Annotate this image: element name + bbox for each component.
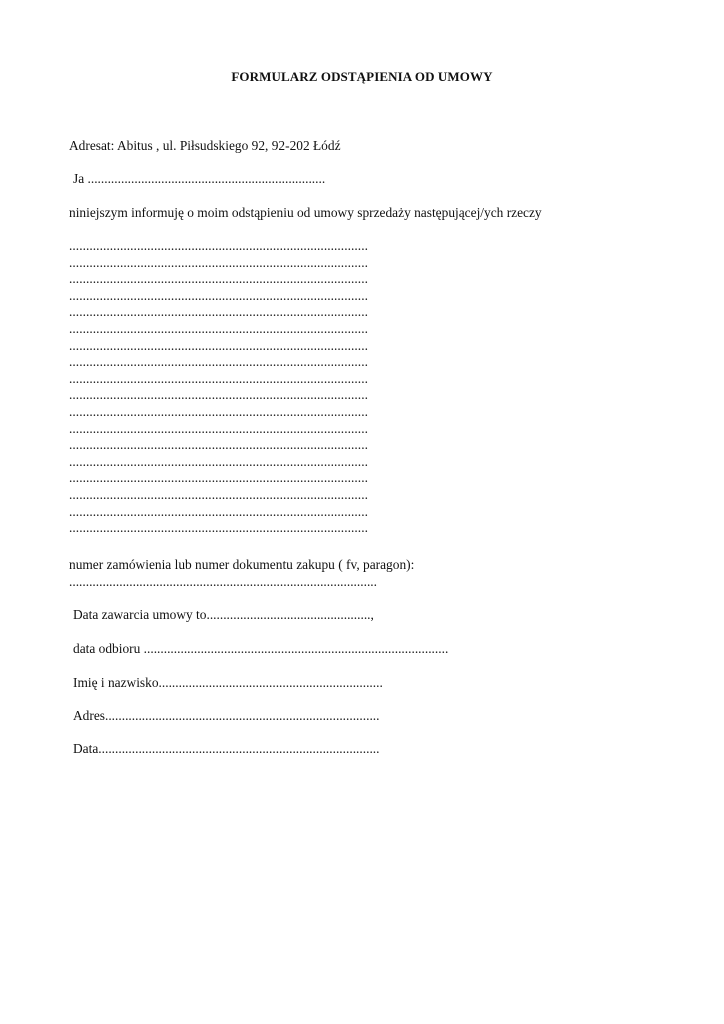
ja-field: Ja ....................................................................... (73, 171, 326, 186)
item-line: ........................................................................................ (69, 320, 368, 336)
pickup-date-field: data odbioru ........................................................................................... (73, 641, 449, 656)
item-line: ........................................................................................ (69, 486, 368, 502)
addressee-line: Adresat: Abitus , ul. Piłsudskiego 92, 92-202 Łódź (69, 138, 341, 153)
full-name-field: Imię i nazwisko................................................................... (73, 675, 383, 690)
item-line: ........................................................................................ (69, 503, 368, 519)
item-line: ........................................................................................ (69, 370, 368, 386)
item-line: ........................................................................................ (69, 453, 368, 469)
item-line: ........................................................................................ (69, 238, 368, 253)
item-line: ........................................................................................ (69, 287, 368, 303)
item-line: ........................................................................................ (69, 420, 368, 436)
withdrawal-statement: niniejszym informuję o moim odstąpieniu od umowy sprzedaży następującej/ych rzeczy (69, 205, 542, 220)
order-number-label: numer zamówienia lub numer dokumentu zakupu ( fv, paragon): (69, 557, 415, 572)
item-line: ........................................................................................ (69, 271, 368, 287)
contract-date-field: Data zawarcia umowy to................................................., (73, 607, 374, 622)
item-line: ........................................................................................ (69, 403, 368, 419)
address-field: Adres.................................................................................. (73, 708, 380, 723)
item-line: ........................................................................................ (69, 437, 368, 453)
item-line: ........................................................................................ (69, 520, 368, 536)
form-title: FORMULARZ ODSTĄPIENIA OD UMOWY (231, 69, 493, 84)
item-line: ........................................................................................ (69, 470, 368, 486)
item-line: ........................................................................................ (69, 354, 368, 370)
date-field: Data.................................................................................... (73, 741, 380, 756)
item-line: ........................................................................................ (69, 387, 368, 403)
item-line: ........................................................................................ (69, 304, 368, 320)
items-dotted-lines (69, 238, 469, 537)
item-line: ........................................................................................ (69, 337, 368, 353)
item-line: ........................................................................................ (69, 254, 368, 270)
order-number-field: ............................................................................................ (69, 574, 377, 589)
